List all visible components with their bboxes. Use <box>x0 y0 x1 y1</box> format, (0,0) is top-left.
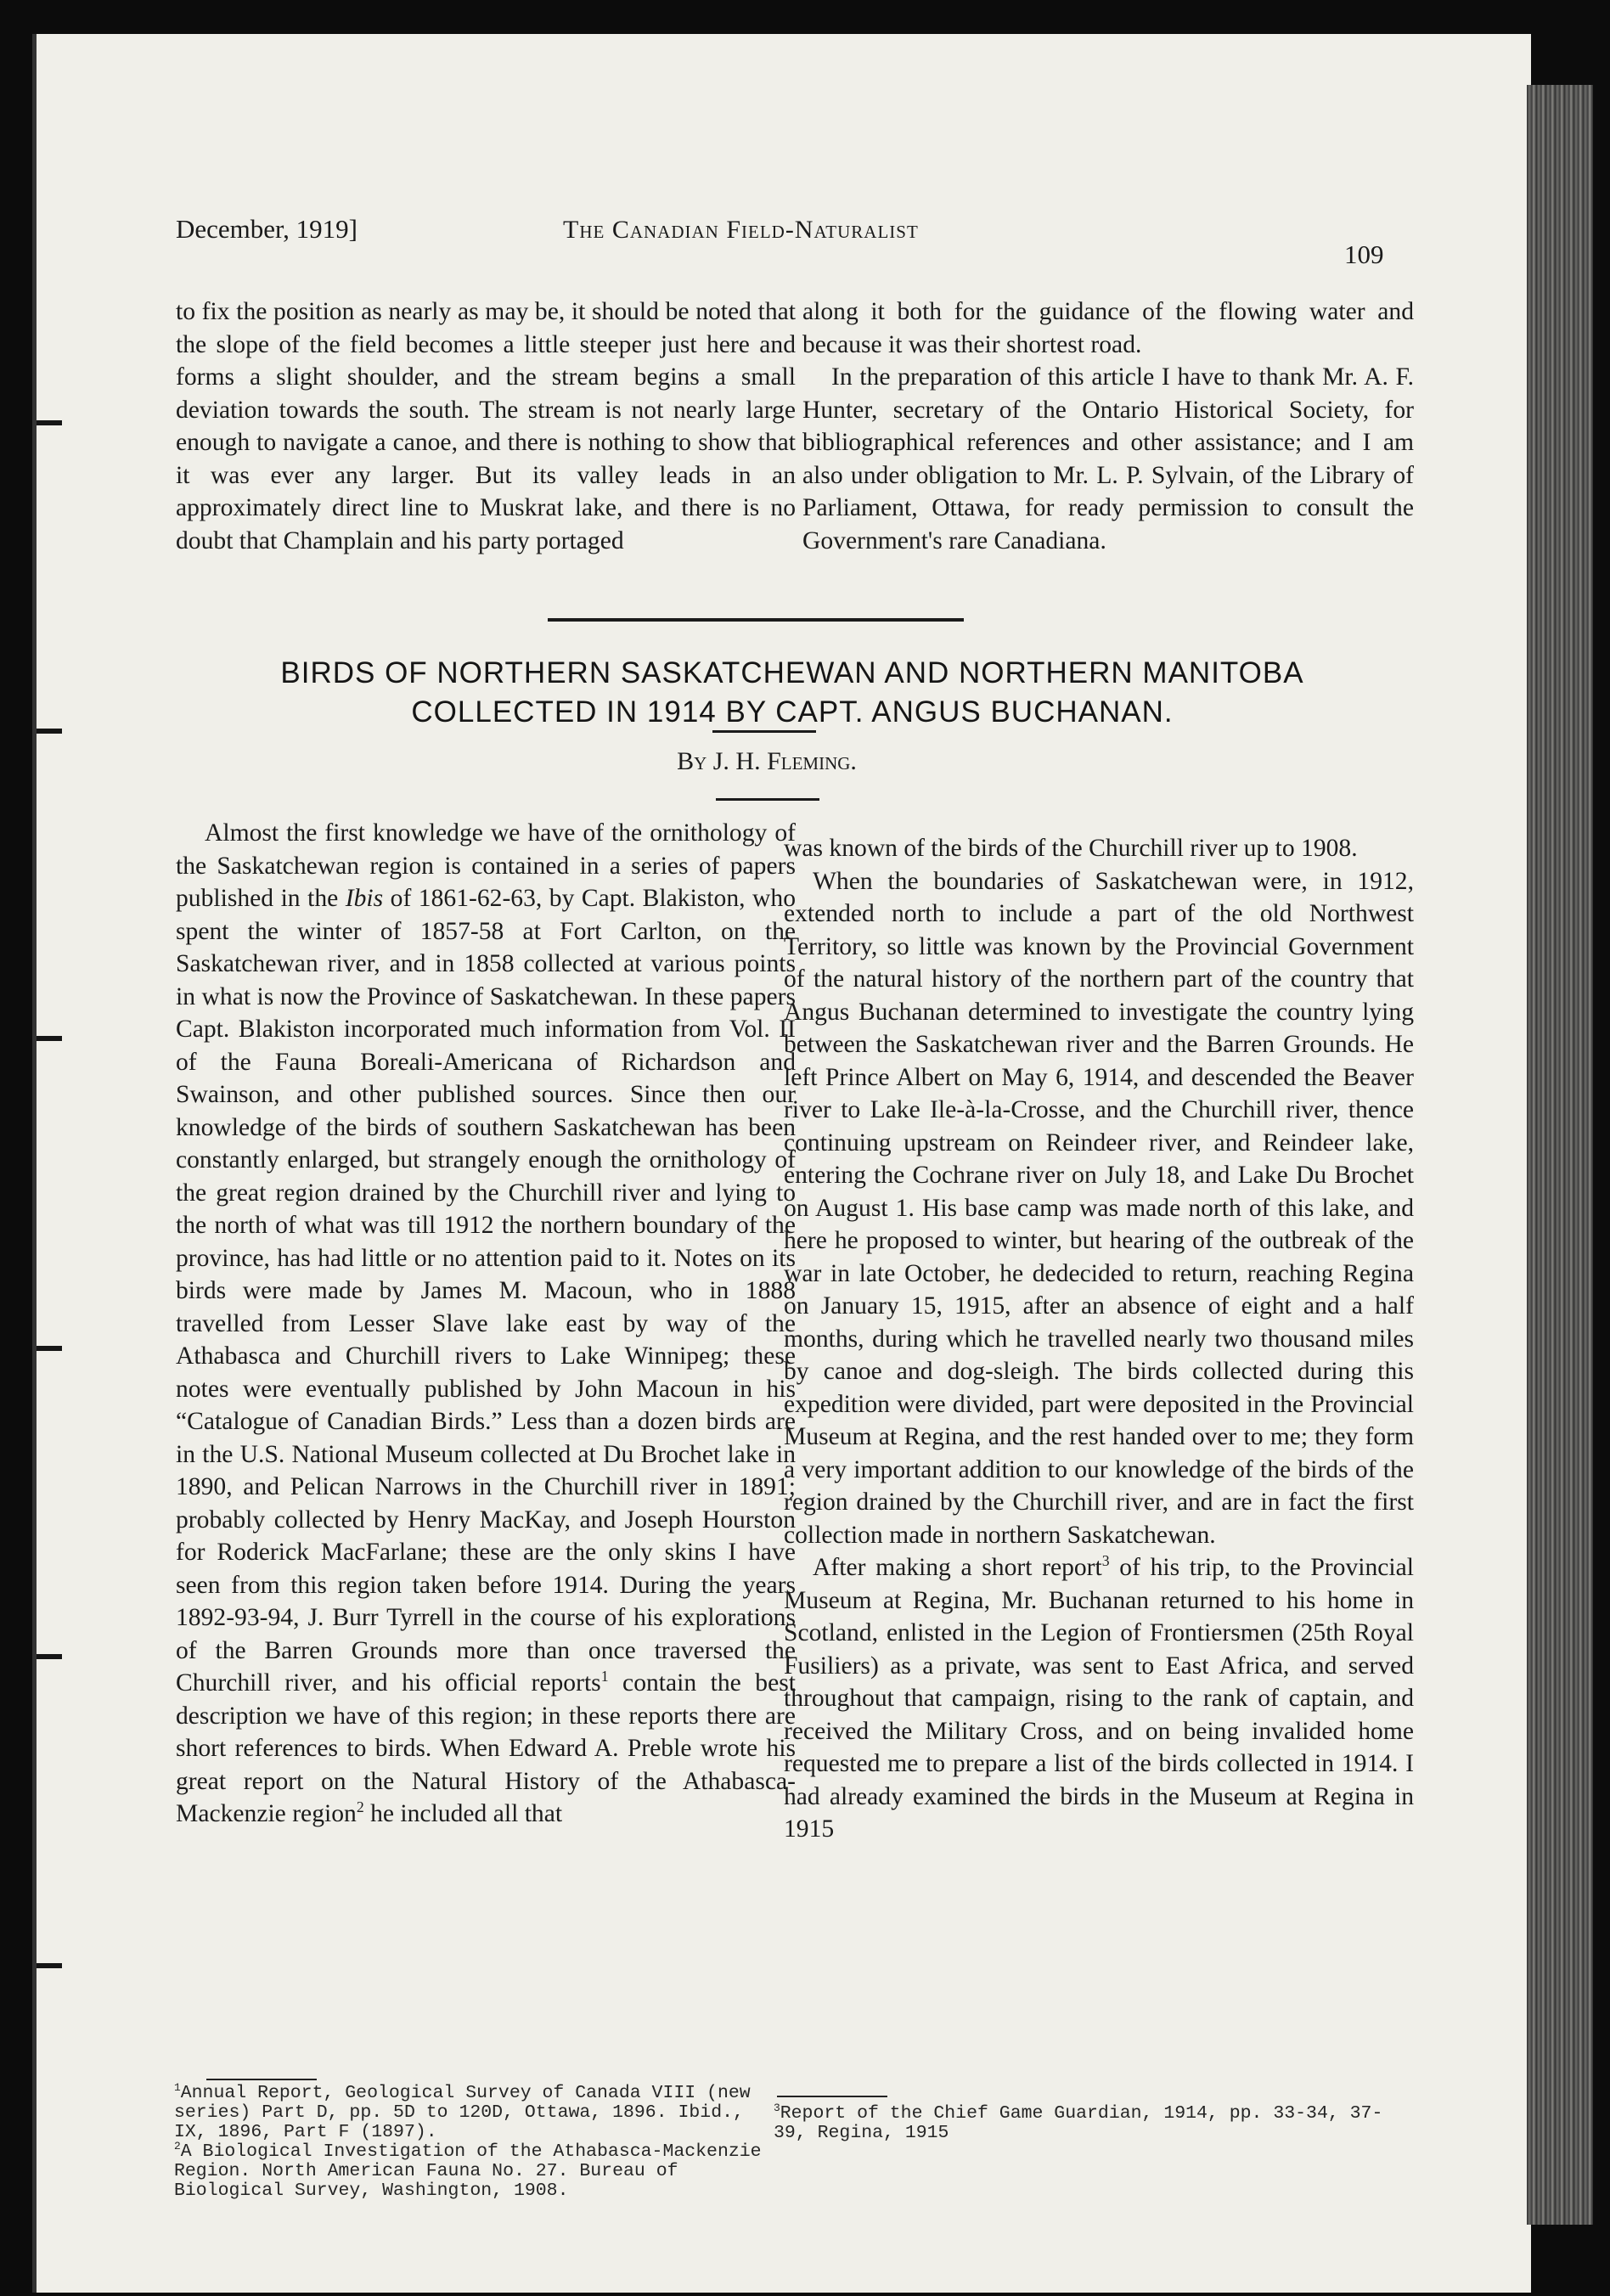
article-paragraph: was known of the birds of the Churchill river up to 1908. <box>784 835 1358 862</box>
footnote <box>174 2080 777 2142</box>
header-date: December, 1919] <box>176 214 357 244</box>
prev-article-paragraph: to fix the position as nearly as may be, it should be noted that the slope of the field becomes a little steeper just here and forms a slight shoulder, and the stream begins a small deviation towards the south. The stream is not nearly large enough to navigate a canoe, and there is nothing to show that it was ever any larger. But its valley leads in an approximately direct line to Muskrat lake, and there is no doubt that Champlain and his party portaged <box>176 298 796 554</box>
article-left-column <box>176 817 796 1831</box>
footnote-mark: 2 <box>174 2139 181 2152</box>
footnotes-left <box>174 2080 777 2201</box>
text-run: of 1861-62-63, by Capt. Blakiston, who spent the winter of 1857-58 at Fort Carlton, on the Saskatchewan river, and in 1858 collected at various points in what is now the Province of Saskatchewan. In these papers Capt. Blakiston incorporated much information from Vol. II of the Fauna Boreali-Americana of Richardson and Swainson, and other published sources. Since then our knowledge of the birds of southern Saskatchewan has been constantly enlarged, but strangely enough the ornithology of the great region drained by the Churchill river and lying to the north of what was till 1912 the northern boundary of the province, has had little or no attention paid to it. Notes on its birds were made by James M. Macoun, who in 1888 travelled from Lesser Slave lake east by way of the Athabasca and Churchill rivers to Lake Winnipeg; these notes were eventually published by John Macoun in his “Catalogue of Canadian Birds.” Less than a dozen birds are in the U.S. National Museum collected at Du Brochet lake in 1890, and Pelican Narrows in the Churchill river in 1891; probably collected by Henry MacKay, and Joseph Hourston for Roderick MacFarlane; these are the only skins I have seen from this region taken before 1914. During the years 1892-93-94, J. Burr Tyrrell in the course of his explorations of the Barren Grounds more than once traversed the Churchill river, and his official reports <box>176 885 796 1697</box>
text-run: After making a short report <box>813 1554 1102 1581</box>
article-paragraph: When the boundaries of Saskatchewan were, in 1912, extended north to include a part of the old Northwest Territory, so little was known by the Provincial Government of the natural history of the northern part of the country that Angus Buchanan determined to investigate the country lying between the Saskatchewan river and the Barren Grounds. He left Prince Albert on May 6, 1914, and descended the Beaver river to Lake Ile-à-la-Crosse, and the Churchill river, thence continuing upstream on Reindeer river, and Reindeer lake, entering the Cochrane river on July 18, and Lake Du Brochet on August 1. His base camp was made north of this lake, and here he proposed to winter, but hearing of the outbreak of the war in late October, he dedecided to return, reaching Regina on January 15, 1915, after an absence of eight and a half months, during which he travelled nearly two thousand miles by canoe and dog-sleigh. The birds collected during this expedition were divided, part were deposited in the Provincial Museum at Regina, and the rest handed over to me; they form a very important addition to our knowledge of the birds of the region drained by the Churchill river, and are in fact the first collection made in northern Saskatchewan. <box>784 867 1414 1549</box>
title-line: COLLECTED IN 1914 BY CAPT. ANGUS BUCHANAN. <box>411 695 1174 729</box>
footnote-mark: 3 <box>774 2101 780 2114</box>
byline-rule <box>712 730 816 733</box>
footnote-ref: 1 <box>600 1668 609 1685</box>
book-page-edges <box>1527 85 1593 2225</box>
prev-article-right-column <box>802 295 1414 557</box>
binding-stitch <box>37 729 62 734</box>
journal-name: Ibis <box>345 885 384 912</box>
footnote-rule <box>777 2096 887 2097</box>
prev-article-left-column <box>176 295 796 557</box>
text-run: of his trip, to the Provincial Museum at Regina, Mr. Buchanan returned to his home in Scotland, enlisted in the Legion of Frontiersmen (25th Royal Fusiliers) as a private, was sent to East Africa, and served throughout that campaign, rising to the rank of captain, and received the Military Cross, and on being invalided home requested me to prepare a list of the birds collected in 1914. I had already examined the birds in the Museum at Regina in 1915 <box>784 1554 1414 1843</box>
byline-rule <box>716 798 819 801</box>
acknowledgement-paragraph: In the preparation of this article I have to thank Mr. A. F. Hunter, secretary of the Ontario Historical Society, for bibliographical references and other assistance; and I am also under obligation to Mr. L. P. Sylvain, of the Library of Parliament, Ottawa, for ready permission to consult the Government's rare Canadiana. <box>802 363 1414 554</box>
footnotes-right <box>774 2101 1393 2143</box>
text-run: he included all that <box>363 1800 563 1827</box>
binding-stitch <box>37 1654 62 1659</box>
footnote <box>774 2101 1393 2143</box>
footnote-rule <box>206 2079 317 2080</box>
binding-stitch <box>37 420 62 425</box>
running-head <box>37 214 1531 269</box>
footnote-text: A Biological Investigation of the Athabasca-Mackenzie Region. North American Fauna No. 27. Bureau of Biological Survey, Washington, 1908. <box>174 2141 762 2201</box>
article-paragraph <box>784 1551 1414 1846</box>
binding-stitch <box>37 1963 62 1968</box>
footnote-ref: 2 <box>356 1798 364 1816</box>
binding-stitch <box>37 1346 62 1351</box>
footnote-ref: 3 <box>1101 1552 1110 1570</box>
binding-stitch <box>37 1036 62 1041</box>
article-paragraph <box>176 817 796 1831</box>
article-right-column <box>784 832 1414 1846</box>
footnote <box>174 2139 777 2201</box>
footnote-mark: 1 <box>174 2080 181 2094</box>
book-page <box>32 34 1531 2293</box>
text-run: Almost the first knowledge we have of the ornithology of the Saskatchewan region is contained in a series of papers published in the <box>176 819 796 912</box>
footnote-text: Annual Report, Geological Survey of Canada VIII (new series) Part D, pp. 5D to 120D, Ottawa, 1896. Ibid., IX, 1896, Part F (1897). <box>174 2083 751 2142</box>
text-run: contain the best description we have of this region; in these reports there are short references to birds. When Edward A. Preble wrote his great report on the Natural History of the Athabasca-Mackenzie region <box>176 1669 796 1827</box>
byline: By J. H. Fleming. <box>677 747 857 775</box>
prev-article-paragraph: along it both for the guidance of the flowing water and because it was their shortest road. <box>802 298 1414 358</box>
page-number: 109 <box>1344 239 1384 269</box>
article-title <box>189 654 1395 732</box>
footnote-text: Report of the Chief Game Guardian, 1914, pp. 33-34, 37-39, Regina, 1915 <box>774 2103 1383 2143</box>
title-line: BIRDS OF NORTHERN SASKATCHEWAN AND NORTHERN MANITOBA <box>280 656 1304 689</box>
section-divider <box>548 618 964 622</box>
journal-title: The Canadian Field-Naturalist <box>563 216 919 244</box>
